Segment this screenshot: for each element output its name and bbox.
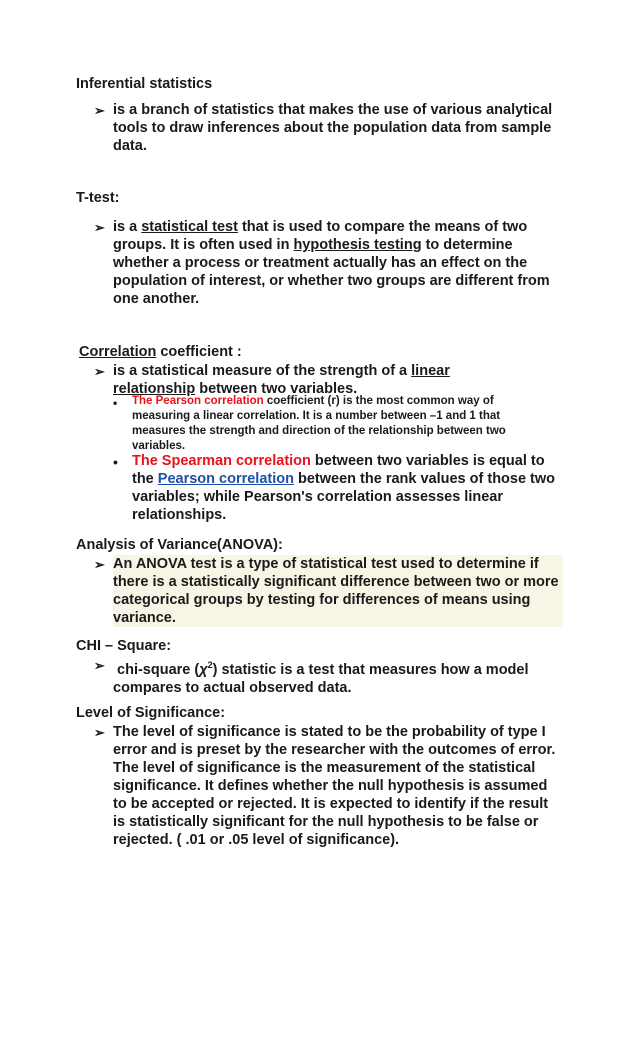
correlation-text: between two variables. <box>195 381 358 397</box>
arrow-bullet-icon: ➢ <box>94 220 105 235</box>
chi-square-definition <box>113 656 553 697</box>
correlation-heading-rest: coefficient : <box>156 344 242 360</box>
anova-definition: An ANOVA test is a type of statistical test used to determine if there is a statistically significant difference between two or more categorical groups by testing for differences of means using variance. <box>113 555 563 627</box>
pearson-description <box>132 394 552 454</box>
correlation-text: is a statistical measure of the strength of a <box>113 363 412 379</box>
spearman-description <box>132 452 562 524</box>
heading-anova: Analysis of Variance(ANOVA): <box>76 537 283 553</box>
chi-symbol: χ <box>199 661 208 678</box>
heading-t-test: T-test: <box>76 190 120 206</box>
inferential-definition: is a branch of statistics that makes the use of various analytical tools to draw inferences about the population data from sample data. <box>113 102 553 154</box>
heading-correlation-coefficient <box>79 344 242 360</box>
dot-bullet-icon: • <box>113 396 118 410</box>
pearson-correlation-link[interactable]: Pearson correlation <box>157 471 294 487</box>
t-test-text: to determine whether a process or treatment actually has an effect on the population of interest, or whether two groups are different from one another. <box>113 237 550 307</box>
spearman-text: between the rank values of those two variables; while Pearson's correlation assesses linear relationships. <box>132 471 556 523</box>
t-test-text: that is used to compare the means of two groups. It is often used in <box>113 219 528 253</box>
hypothesis-testing-link[interactable]: hypothesis testing <box>293 237 422 253</box>
statistical-test-link[interactable]: statistical test <box>141 219 238 235</box>
pearson-text: coefficient (r) is the most common way of measuring a linear correlation. It is a number between –1 and 1 that measures the strength and direction of the relationship between two variables. <box>132 395 506 452</box>
linear-link[interactable]: linear <box>411 363 450 379</box>
dot-bullet-icon: • <box>113 454 118 470</box>
heading-level-of-significance: Level of Significance: <box>76 705 226 721</box>
relationship-link[interactable]: relationship <box>113 381 196 397</box>
correlation-heading-word: Correlation <box>79 344 157 360</box>
chi-superscript: 2 <box>207 660 213 670</box>
arrow-bullet-icon: ➢ <box>94 364 105 379</box>
correlation-definition <box>113 362 463 398</box>
t-test-definition <box>113 218 563 308</box>
chi-text: ) statistic is a test that measures how a model compares to actual observed data. <box>113 661 529 696</box>
heading-chi-square: CHI – Square: <box>76 638 172 654</box>
t-test-text: is a <box>113 219 142 235</box>
heading-inferential-statistics: Inferential statistics <box>76 76 213 92</box>
chi-text: chi-square ( <box>117 661 200 678</box>
arrow-bullet-icon: ➢ <box>94 103 105 118</box>
pearson-label: The Pearson correlation <box>132 395 264 407</box>
spearman-label: The Spearman correlation <box>132 453 311 469</box>
significance-definition: The level of significance is stated to be the probability of type I error and is preset by the researcher with the outcomes of error. The level of significance is the measurement of the statistical significance. It defines whether the null hypothesis is assumed to be accepted or rejected. It is expected to identify if the result is statistically significant for the null hypothesis to be false or rejected. ( .01 or .05 level of significance). <box>113 724 556 848</box>
arrow-bullet-icon: ➢ <box>94 557 105 572</box>
spearman-text: between two variables is equal to the <box>132 453 545 487</box>
arrow-bullet-icon: ➢ <box>94 658 105 673</box>
arrow-bullet-icon: ➢ <box>94 725 105 740</box>
